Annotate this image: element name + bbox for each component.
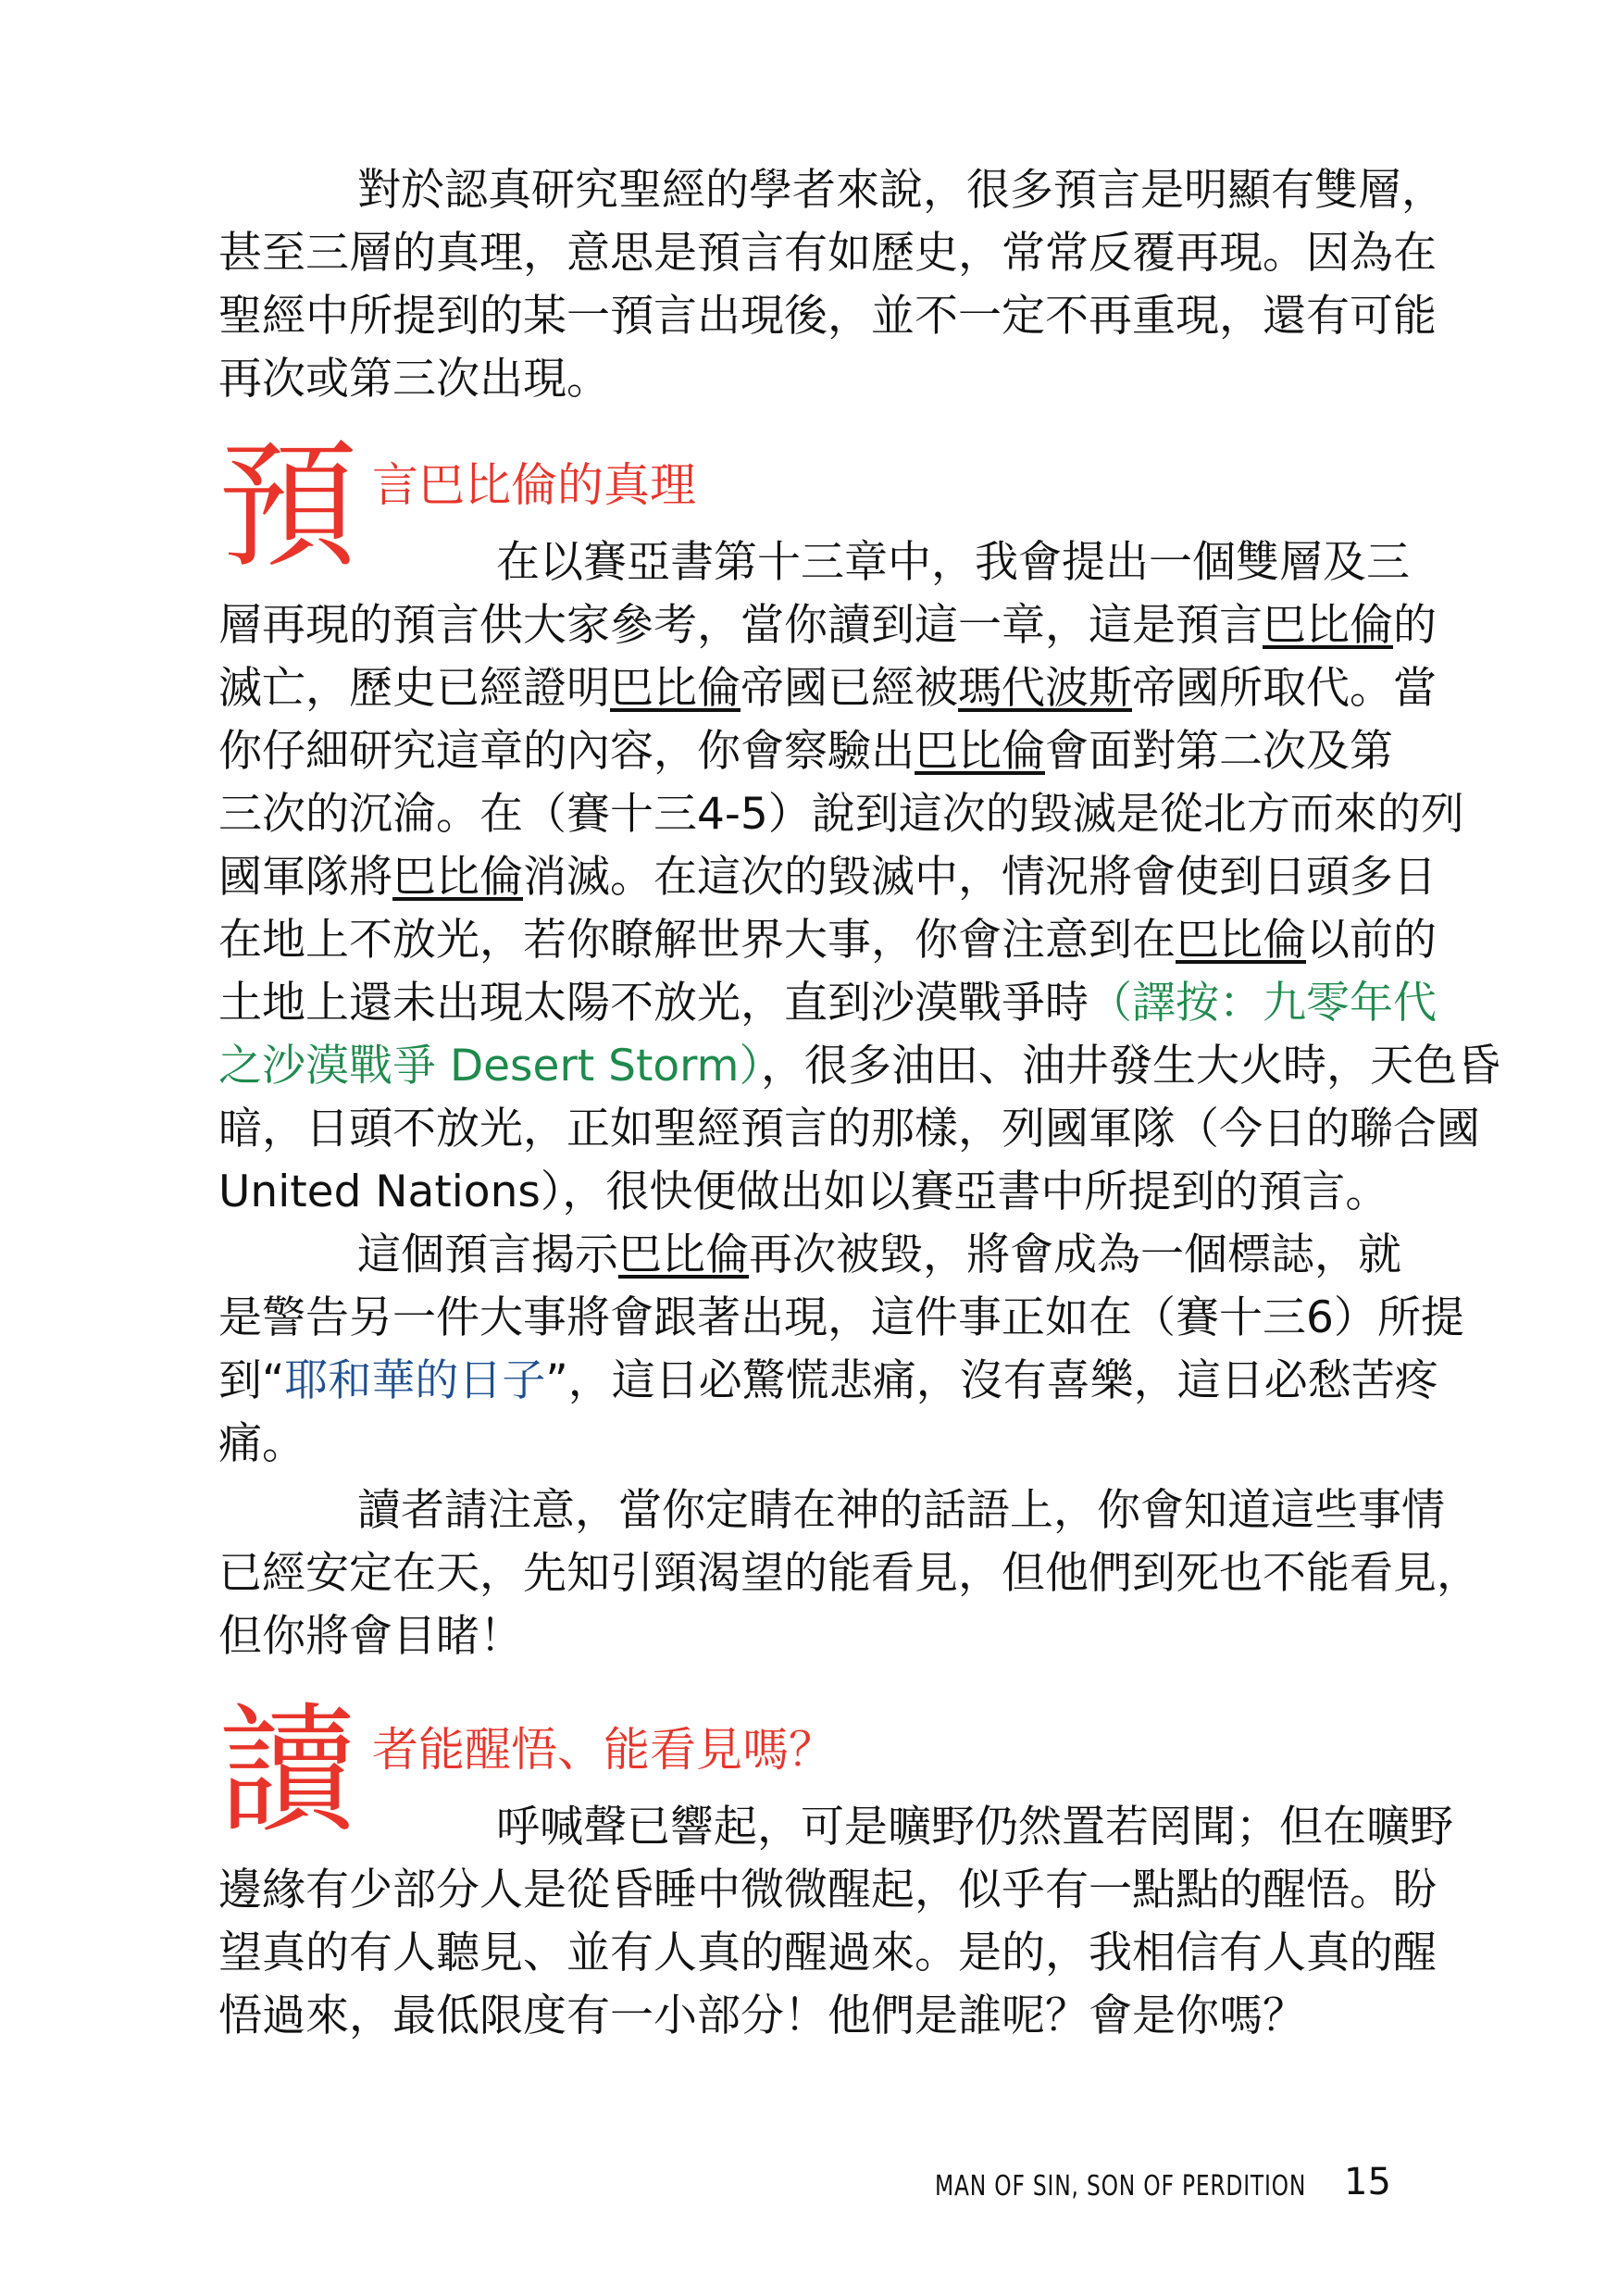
text: 消滅。在這次的毀滅中，情況將會使到日頭多日	[523, 852, 1437, 903]
underlined-babylon: 巴比倫	[915, 726, 1045, 777]
text-line: 暗，日頭不放光，正如聖經預言的那樣，列國軍隊（今日的聯合國	[218, 1104, 1480, 1154]
translator-note: （譯按：九零年代	[1089, 978, 1437, 1029]
text: 你仔細研究這章的內容，你會察驗出	[218, 726, 915, 777]
underlined-medo-persia: 瑪代波斯	[958, 663, 1132, 714]
text-line	[218, 720, 1450, 783]
text: 再次被毀，將會成為一個標誌，就	[749, 1229, 1401, 1280]
text-line: 但你將會目睹！	[218, 1611, 523, 1662]
drop-cap: 預	[218, 426, 358, 587]
translator-note: 之沙漠戰爭 Desert Storm）	[218, 1041, 761, 1092]
underlined-babylon: 巴比倫	[610, 663, 741, 714]
text: 帝國所取代。當	[1132, 663, 1437, 714]
text: 帝國已經被	[741, 663, 958, 714]
text-line	[218, 657, 1450, 720]
text-line: 邊緣有少部分人是從昏睡中微微醒起，似乎有一點點的醒悟。盼	[218, 1865, 1437, 1915]
text: 的	[1393, 600, 1437, 651]
text-line	[218, 1224, 1450, 1287]
text: 以前的	[1306, 915, 1437, 966]
text-line: 已經安定在天，先知引頸渴望的能看見，但他們到死也不能看見，	[218, 1548, 1480, 1599]
text-line: 痛。	[218, 1418, 305, 1469]
reader-note-paragraph	[218, 1479, 1480, 1668]
text: 到“	[218, 1355, 285, 1406]
underlined-babylon: 巴比倫	[618, 1229, 749, 1280]
intro-paragraph	[218, 159, 1450, 411]
text-line: United Nations），很快便做出如以賽亞書中所提到的預言。	[218, 1167, 1389, 1217]
text: 會面對第二次及第	[1045, 726, 1393, 777]
text-line: 呼喊聲已響起，可是曠野仍然置若罔聞；但在曠野	[496, 1802, 1453, 1853]
text-line: 望真的有人聽見、並有人真的醒過來。是的，我相信有人真的醒	[218, 1928, 1437, 1978]
text-line: 三次的沉淪。在（賽十三4-5）說到這次的毀滅是從北方而來的列	[218, 789, 1464, 840]
text-line: 甚至三層的真理，意思是預言有如歷史，常常反覆再現。因為在	[218, 228, 1437, 279]
text-line: 讀者請注意，當你定睛在神的話語上，你會知道這些事情	[357, 1485, 1445, 1536]
running-footer-title: MAN OF SIN, SON OF PERDITION	[935, 2170, 1307, 2202]
text-line: 是警告另一件大事將會跟著出現，這件事正如在（賽十三6）所提	[218, 1292, 1464, 1343]
text-line	[218, 909, 1450, 972]
underlined-babylon: 巴比倫	[392, 852, 523, 903]
drop-cap: 讀	[218, 1691, 358, 1852]
section-title: 者能醒悟、能看見嗎？	[372, 1723, 835, 1777]
text-line	[218, 846, 1450, 909]
text-line	[218, 1035, 1500, 1098]
text-line: 再次或第三次出現。	[218, 354, 610, 405]
quoted-phrase: 耶和華的日子	[284, 1355, 546, 1406]
underlined-babylon: 巴比倫	[1263, 600, 1393, 651]
section-title: 言巴比倫的真理	[372, 458, 696, 512]
sign-paragraph	[218, 1224, 1464, 1476]
text-line: 對於認真研究聖經的學者來說，很多預言是明顯有雙層，	[357, 165, 1445, 216]
page-number: 15	[1344, 2161, 1391, 2203]
babylon-paragraph	[218, 531, 1500, 1224]
text: ”，這日必驚慌悲痛，沒有喜樂，這日必愁苦疼	[545, 1355, 1438, 1406]
text-line: 在以賽亞書第十三章中，我會提出一個雙層及三	[496, 537, 1410, 588]
text: 土地上還未出現太陽不放光，直到沙漠戰爭時	[218, 978, 1089, 1029]
text-line	[218, 972, 1450, 1035]
underlined-babylon: 巴比倫	[1176, 915, 1306, 966]
text-line	[218, 1350, 1450, 1413]
text: 層再現的預言供大家參考，當你讀到這一章，這是預言	[218, 600, 1263, 651]
text-line	[218, 594, 1450, 657]
awakening-paragraph	[218, 1796, 1453, 2048]
text-line: 悟過來，最低限度有一小部分！他們是誰呢？會是你嗎？	[218, 1990, 1306, 2041]
text: 在地上不放光，若你瞭解世界大事，你會注意到在	[218, 915, 1176, 966]
text: 國軍隊將	[218, 852, 392, 903]
text: ，很多油田、油井發生大火時，天色昏	[760, 1041, 1500, 1092]
text-line: 聖經中所提到的某一預言出現後，並不一定不再重現，還有可能	[218, 291, 1437, 342]
text: 滅亡，歷史已經證明	[218, 663, 610, 714]
text: 這個預言揭示	[357, 1229, 618, 1280]
